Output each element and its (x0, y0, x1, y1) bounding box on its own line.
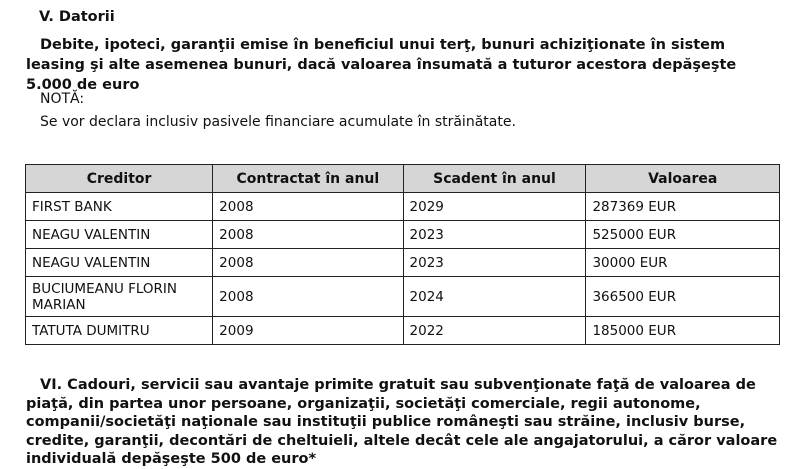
debts-table (25, 164, 780, 345)
cell-creditor: NEAGU VALENTIN (26, 221, 213, 249)
cell-creditor: NEAGU VALENTIN (26, 249, 213, 277)
header-contracted-year: Contractat în anul (213, 165, 403, 193)
cell-contracted-year: 2009 (213, 317, 403, 345)
table-row (26, 249, 780, 277)
cell-due-year: 2024 (403, 277, 586, 317)
cell-creditor: FIRST BANK (26, 193, 213, 221)
cell-due-year: 2022 (403, 317, 586, 345)
table-row (26, 221, 780, 249)
cell-due-year: 2023 (403, 221, 586, 249)
cell-value: 525000 EUR (586, 221, 780, 249)
note-text: Se vor declara inclusiv pasivele financiare acumulate în străinătate. (40, 114, 516, 130)
cell-creditor: TATUTA DUMITRU (26, 317, 213, 345)
cell-contracted-year: 2008 (213, 221, 403, 249)
cell-value: 30000 EUR (586, 249, 780, 277)
cell-contracted-year: 2008 (213, 277, 403, 317)
header-creditor: Creditor (26, 165, 213, 193)
cell-contracted-year: 2008 (213, 193, 403, 221)
cell-value: 287369 EUR (586, 193, 780, 221)
note-label: NOTĂ: (40, 91, 85, 107)
cell-contracted-year: 2008 (213, 249, 403, 277)
cell-creditor: BUCIUMEANU FLORIN MARIAN (26, 277, 213, 317)
table-row (26, 277, 780, 317)
table-row (26, 193, 780, 221)
cell-value: 366500 EUR (586, 277, 780, 317)
section-5-title: V. Datorii (39, 9, 115, 25)
table-header-row (26, 165, 780, 193)
cell-due-year: 2023 (403, 249, 586, 277)
section-5-description: Debite, ipoteci, garanţii emise în beneficiul unui terţ, bunuri achiziţionate în sistem leasing şi alte asemenea bunuri, dacă valoarea însumată a tuturor acestora depăşeşte 5.000 de euro (26, 37, 737, 93)
section-6-title: VI. Cadouri, servicii sau avantaje primite gratuit sau subvenţionate faţă de valoarea de piaţă, din partea unor persoane, organizaţii, societăţi comerciale, regii autonome, companii/societăţi naţionale sau instituţii publice româneşti sau străine, inclusiv burse, credite, garanţii, decontări de cheltuieli, altele decât cele ale angajatorului, a căror valoare individuală depăşeşte 500 de euro* (26, 377, 778, 467)
table-row (26, 317, 780, 345)
cell-value: 185000 EUR (586, 317, 780, 345)
header-value: Valoarea (586, 165, 780, 193)
header-due-year: Scadent în anul (403, 165, 586, 193)
cell-due-year: 2029 (403, 193, 586, 221)
